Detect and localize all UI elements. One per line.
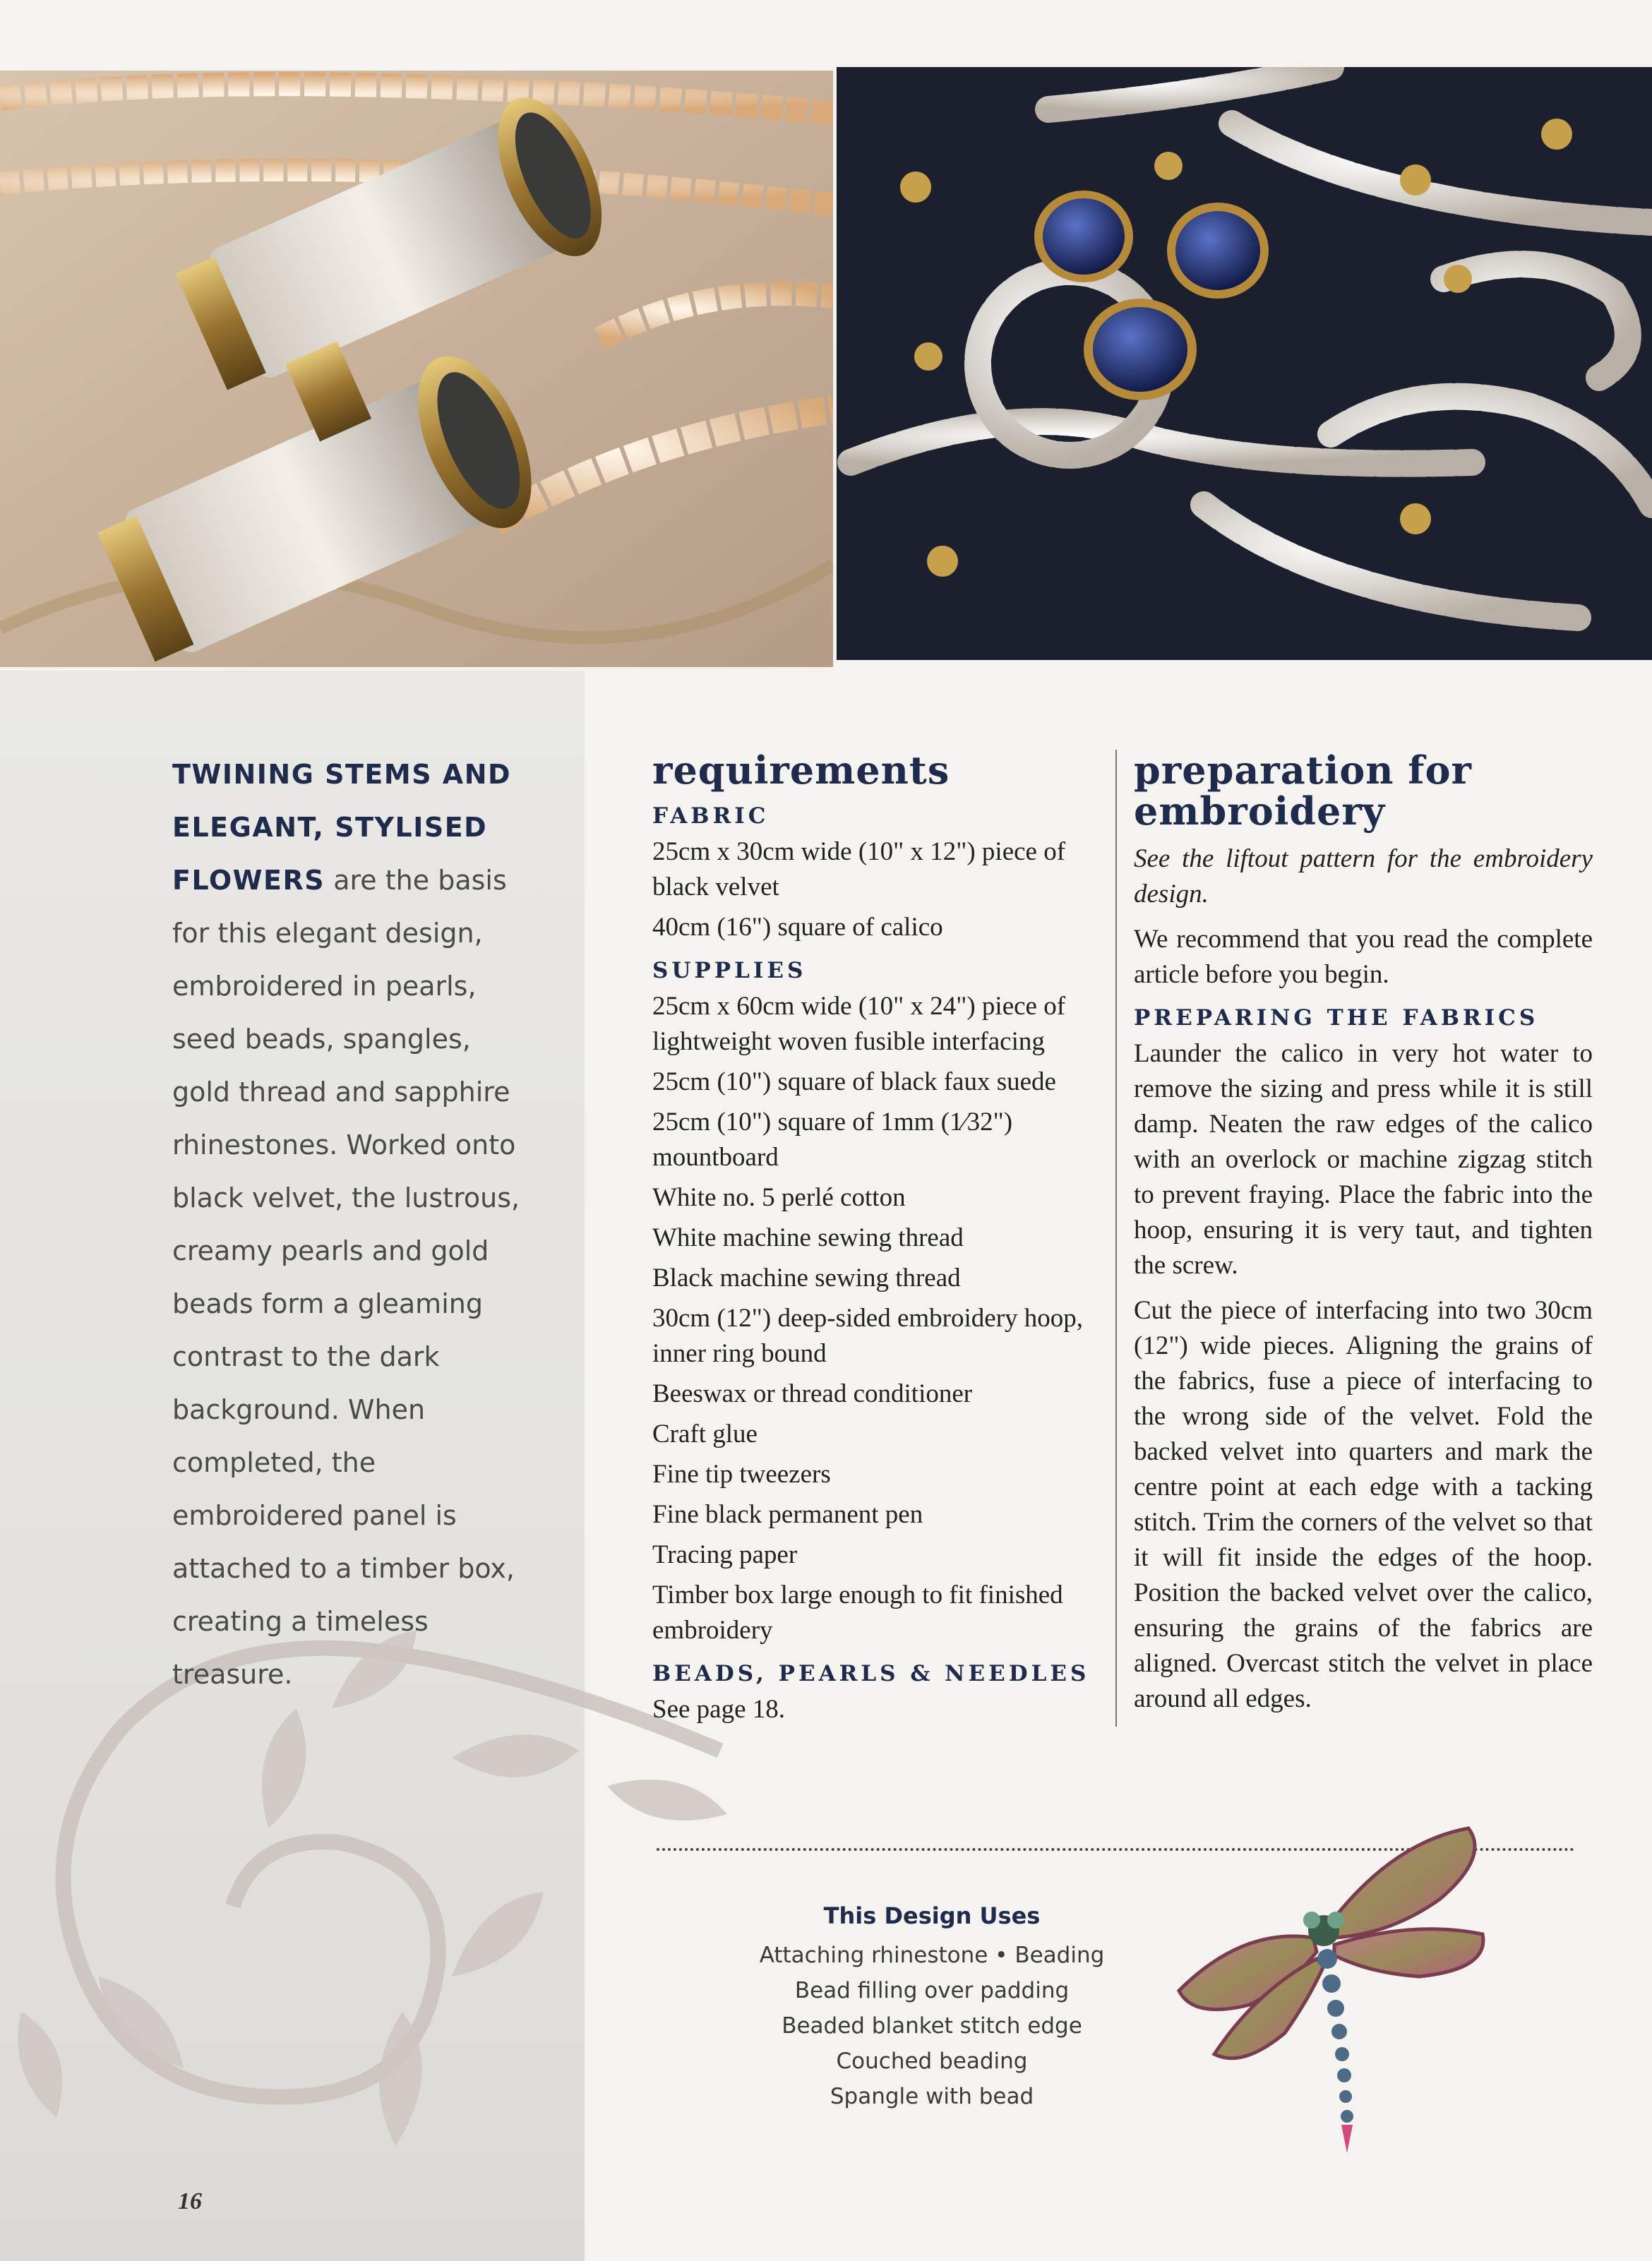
design-uses-item: Spangle with bead — [830, 2084, 1034, 2109]
list-item: See page 18. — [652, 1695, 786, 1724]
design-uses-item: Bead filling over padding — [794, 1978, 1070, 2003]
list-item: Fine tip tweezers — [652, 1460, 831, 1489]
beads-heading: BEADS, PEARLS & NEEDLES — [652, 1661, 1090, 1686]
design-uses-item: Beaded blanket stitch edge — [782, 2013, 1082, 2039]
design-uses-item: Couched beading — [836, 2049, 1028, 2074]
dragonfly-brooch-image — [1165, 1814, 1511, 2195]
fabric-list — [652, 834, 1097, 945]
list-item: 25cm x 30cm wide (10" x 12") piece of black velvet — [652, 837, 1066, 901]
requirements-title: requirements — [652, 748, 950, 793]
fabric-heading: FABRIC — [652, 803, 770, 829]
recommend-text: We recommend that you read the complete article before you begin. — [1134, 925, 1593, 989]
list-item: Timber box large enough to fit finished embroidery — [652, 1581, 1063, 1645]
list-item: White machine sewing thread — [652, 1223, 964, 1252]
intro-lead: TWINING STEMS AND ELEGANT, STYLISED FLOWERS — [172, 759, 512, 896]
requirements-column — [652, 750, 1097, 1732]
prep-paragraph: Launder the calico in very hot water to remove the sizing and press while it is still damp. Neaten the raw edges of the calico with an overlock or machine zigzag stitch to prevent fraying. Place the fabric into the hoop, ensuring it is very taut, and tighten the screw. — [1134, 1039, 1593, 1280]
design-uses-item: Attaching rhinestone • Beading — [759, 1943, 1105, 1968]
list-item: White no. 5 perlé cotton — [652, 1183, 906, 1212]
list-item: 40cm (16") square of calico — [652, 913, 943, 942]
list-item: 30cm (12") deep-sided embroidery hoop, inner ring bound — [652, 1304, 1084, 1368]
preparation-title: preparation for embroidery — [1134, 748, 1472, 834]
list-item: Craft glue — [652, 1420, 758, 1449]
list-item: 25cm (10") square of black faux suede — [652, 1067, 1056, 1096]
liftout-note: See the liftout pattern for the embroidery design. — [1134, 844, 1593, 908]
list-item: Black machine sewing thread — [652, 1264, 961, 1293]
intro-body: are the basis for this elegant design, embroidered in pearls, seed beads, spangles, gold thread and sapphire rhinestones. Worked onto black velvet, the lustrous, creamy pearls and gold beads form a gleaming contrast to the dark background. When completed, the embroidered panel is attached to a timber box, creating a timeless treasure. — [172, 865, 520, 1690]
design-uses-box — [720, 1902, 1144, 2114]
page-number: 16 — [178, 2188, 202, 2214]
preparation-column — [1115, 750, 1593, 1727]
list-item: Tracing paper — [652, 1540, 798, 1569]
preparing-fabrics-heading: PREPARING THE FABRICS — [1134, 1005, 1539, 1031]
list-item: 25cm x 60cm wide (10" x 24") piece of lightweight woven fusible interfacing — [652, 992, 1066, 1056]
list-item: Beeswax or thread conditioner — [652, 1379, 973, 1408]
supplies-list — [652, 989, 1097, 1648]
prep-paragraph: Cut the piece of interfacing into two 30cm (12") wide pieces. Aligning the grains of the fabrics, fuse a piece of interfacing to the wrong side of the velvet. Fold the backed velvet into quarters and mark the centre point at each edge with a tacking stitch. Trim the corners of the velvet so that it will fit inside the edges of the hoop. Position the backed velvet over the calico, ensuring the grains of the fabrics are aligned. Overcast stitch the velvet in place around all edges. — [1134, 1296, 1593, 1713]
list-item: 25cm (10") square of 1mm (1⁄32") mountboard — [652, 1108, 1013, 1172]
design-uses-title: This Design Uses — [823, 1902, 1041, 1929]
supplies-heading: SUPPLIES — [652, 958, 807, 983]
beads-list — [652, 1692, 1097, 1727]
list-item: Fine black permanent pen — [652, 1500, 923, 1529]
pearl-embroidery-photo — [837, 67, 1652, 660]
intro-paragraph — [172, 748, 525, 1701]
opera-glasses-photo — [0, 71, 833, 667]
